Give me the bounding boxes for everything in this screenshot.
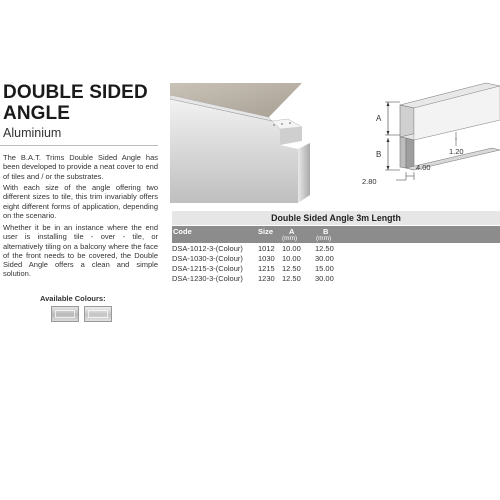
- table-row: [172, 274, 500, 284]
- cell-size: 1230: [258, 274, 275, 283]
- dim-label-1-20: 1.20: [449, 147, 464, 156]
- colour-swatch-bright-silver[interactable]: [84, 306, 112, 322]
- profile-diagram: [360, 80, 500, 190]
- trim-front-face: [170, 99, 298, 203]
- table-header: [172, 226, 500, 243]
- table-title: Double Sided Angle 3m Length: [172, 211, 500, 225]
- cell-a: 12.50: [282, 264, 301, 273]
- header-size: Size: [258, 227, 274, 236]
- cell-code: DSA-1012-3-(Colour): [172, 244, 243, 253]
- divider: [0, 145, 158, 146]
- product-material: Aluminium: [3, 126, 62, 140]
- colour-swatch-matt-silver[interactable]: [51, 306, 79, 322]
- cell-b: 30.00: [315, 274, 334, 283]
- cell-a: 10.00: [282, 254, 301, 263]
- dim-label-a: A: [376, 114, 382, 123]
- cell-code: DSA-1030-3-(Colour): [172, 254, 243, 263]
- cell-b: 30.00: [315, 254, 334, 263]
- dim-label-b: B: [376, 150, 382, 159]
- cell-size: 1012: [258, 244, 275, 253]
- cell-size: 1215: [258, 264, 275, 273]
- header-a: A: [289, 227, 295, 236]
- header-code: Code: [173, 227, 192, 236]
- dim-label-4-00: 4.00: [416, 163, 431, 172]
- table-row: [172, 264, 500, 274]
- cell-b: 12.50: [315, 244, 334, 253]
- product-title-line-2: ANGLE: [3, 103, 70, 124]
- table-row: [172, 244, 500, 254]
- description-paragraph-1: The B.A.T. Trims Double Sided Angle has been developed to provide a neat cover to end of tiles and / or the substrates.: [3, 153, 158, 181]
- trim-upper-return: [280, 127, 302, 145]
- trim-side-return: [298, 143, 310, 203]
- cell-size: 1030: [258, 254, 275, 263]
- product-title: [3, 82, 173, 124]
- available-colours-label: Available Colours:: [40, 294, 106, 303]
- description-paragraph-3: Whether it be in an instance where the end user is installing tile - over - tile, or alternatively tiling on a balcony where the face of the front needs to be covered, the Double Sided Angle offers a clean and simple solution.: [3, 223, 158, 279]
- dim-label-2-80: 2.80: [362, 177, 377, 186]
- profile-lower-web: [400, 137, 406, 168]
- product-photo: [170, 83, 360, 203]
- cell-a: 10.00: [282, 244, 301, 253]
- header-b: B: [323, 227, 329, 236]
- description-paragraph-2: With each size of the angle offering two different sizes to tile, this trim invariably offers eight different forms of application, depending on the scenario.: [3, 183, 158, 220]
- header-a-unit: (mm): [282, 235, 298, 242]
- table-row: [172, 254, 500, 264]
- cell-a: 12.50: [282, 274, 301, 283]
- cell-code: DSA-1230-3-(Colour): [172, 274, 243, 283]
- profile-lower-face: [406, 138, 414, 170]
- product-title-line-1: DOUBLE SIDED: [3, 82, 148, 103]
- cell-code: DSA-1215-3-(Colour): [172, 264, 243, 273]
- header-b-unit: (mm): [316, 235, 332, 242]
- cell-b: 15.00: [315, 264, 334, 273]
